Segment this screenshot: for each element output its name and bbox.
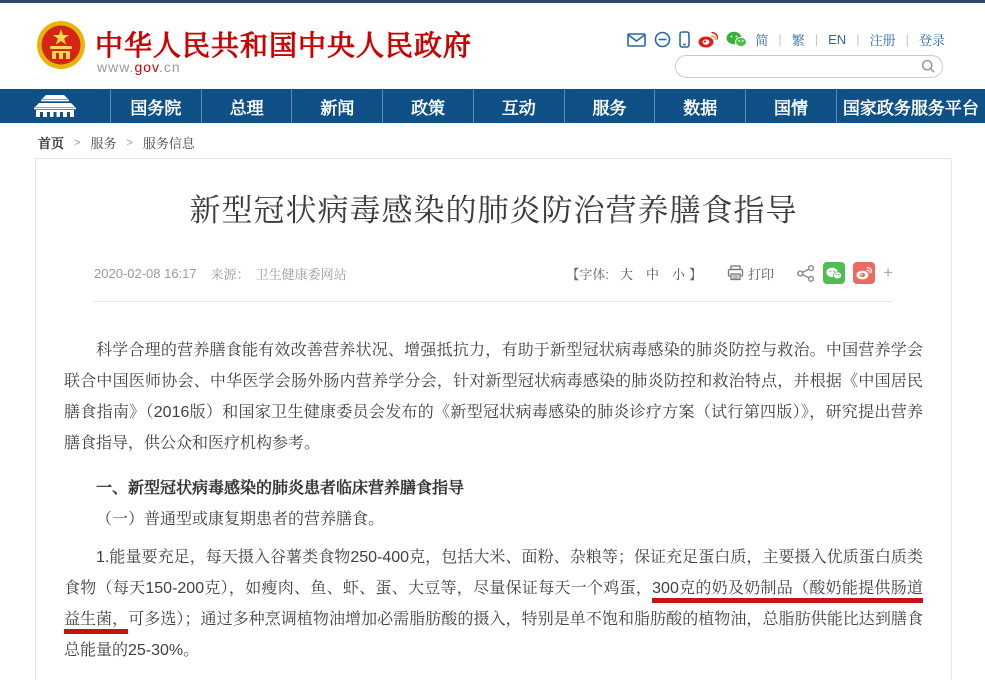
nav-item-data[interactable]: 数据 [654, 89, 745, 123]
chevron-right-icon: > [74, 136, 81, 149]
nav-item-gov-service-platform[interactable]: 国家政务服务平台 [836, 89, 985, 123]
nav-item-services[interactable]: 服务 [564, 89, 655, 123]
font-size-label-close: 】 [689, 266, 703, 282]
nav-item-premier[interactable]: 总理 [201, 89, 292, 123]
print-button[interactable] [727, 264, 774, 283]
breadcrumb [38, 133, 195, 152]
article-meta-row [94, 261, 893, 285]
paragraph-intro: 科学合理的营养膳食能有效改善营养状况、增强抵抗力，有助于新型冠状病毒感染的肺炎防控与救治。中国营养学会联合中国医师协会、中华医学会肠外肠内营养学分会，针对新型冠状病毒感染的肺炎防控和救治特点，并根据《中国居民膳食指南》（2016版）和国家卫生健康委员会发布的《新型冠状病毒感染的肺炎诊疗方案（试行第四版）》，研究提出营养膳食指导，供公众和医疗机构参考。 [64, 342, 923, 452]
paragraph-energy-after: 可多选）；通过多种烹调植物油增加必需脂肪酸的摄入，特别是单不饱和脂肪酸的植物油，总脂肪供能比达到膳食总能量的25-30%。 [64, 611, 923, 659]
subsection-heading-1: （一）普通型或康复期患者的营养膳食。 [96, 511, 385, 528]
nav-item-national-conditions[interactable]: 国情 [745, 89, 836, 123]
article-meta-right [566, 262, 893, 284]
share-wechat-icon[interactable] [823, 262, 845, 284]
share-weibo-icon[interactable] [853, 262, 875, 284]
font-size-large-button[interactable]: 大 [619, 266, 633, 282]
share-icon[interactable] [797, 265, 815, 282]
comment-icon[interactable] [654, 31, 671, 48]
article-container [35, 158, 952, 680]
print-label: 打印 [748, 266, 775, 282]
tiananmen-icon[interactable] [0, 89, 110, 123]
chevron-right-icon: > [126, 136, 133, 149]
separator: | [814, 32, 819, 47]
nav-item-news[interactable]: 新闻 [291, 89, 382, 123]
site-url [97, 59, 181, 75]
red-underline-annotation: 300克的奶及奶制品（酸奶能提供肠道益生菌， [64, 580, 923, 634]
lang-traditional-link[interactable]: 繁 [791, 33, 805, 48]
search-box [675, 55, 943, 78]
login-link[interactable]: 登录 [918, 33, 945, 48]
search-icon[interactable] [921, 59, 936, 74]
source-label: 来源： [210, 266, 250, 282]
site-header [0, 3, 985, 89]
wechat-icon[interactable] [726, 31, 747, 48]
section-heading-1: 一、新型冠状病毒感染的肺炎患者临床营养膳食指导 [96, 480, 465, 497]
breadcrumb-home[interactable]: 首页 [38, 136, 65, 151]
nav-item-state-council[interactable]: 国务院 [110, 89, 201, 123]
paragraph-energy-before: 1.能量要充足，每天摄入谷薯类食物250-400克，包括大米、面粉、杂粮等；保证充足蛋白质，主要摄入优质蛋白质类食物（每天150-200克），如瘦肉、鱼、虾、蛋、大豆等，尽量保证每天一个鸡蛋， [64, 549, 923, 597]
article-source: 卫生健康委网站 [255, 266, 347, 282]
national-emblem-logo[interactable] [36, 19, 86, 71]
site-title[interactable]: 中华人民共和国中央人民政府 [95, 30, 473, 61]
site-url-gov: gov [134, 59, 159, 75]
mobile-icon[interactable] [679, 31, 690, 48]
weibo-icon[interactable] [698, 31, 718, 48]
separator: | [778, 32, 782, 47]
paragraph-energy [64, 542, 923, 666]
search-input[interactable] [676, 56, 921, 77]
site-url-cn: .cn [159, 59, 181, 75]
article-meta-left [94, 264, 347, 283]
register-link[interactable]: 注册 [869, 33, 896, 48]
nav-item-interact[interactable]: 互动 [473, 89, 564, 123]
article-body [64, 335, 923, 666]
share-group [797, 262, 893, 284]
article-title: 新型冠状病毒感染的肺炎防治营养膳食指导 [189, 193, 798, 228]
separator: | [905, 32, 909, 47]
site-url-www: www. [97, 59, 135, 75]
share-more-button[interactable]: + [883, 263, 893, 282]
main-nav [0, 89, 985, 123]
meta-divider [94, 301, 893, 302]
lang-english-link[interactable]: EN [828, 32, 847, 47]
breadcrumb-services[interactable]: 服务 [90, 136, 117, 151]
lang-simplified-link[interactable]: 简 [755, 33, 769, 48]
nav-item-policy[interactable]: 政策 [382, 89, 473, 123]
breadcrumb-service-info: 服务信息 [142, 136, 195, 151]
article-date: 2020-02-08 16:17 [94, 265, 197, 281]
font-size-label-open: 【字体: [566, 266, 609, 282]
mail-icon[interactable] [627, 33, 646, 47]
separator: | [856, 32, 860, 47]
printer-icon [727, 265, 744, 281]
header-links-row [627, 30, 945, 49]
font-size-medium-button[interactable]: 中 [646, 266, 660, 282]
font-size-small-button[interactable]: 小 [672, 266, 686, 282]
